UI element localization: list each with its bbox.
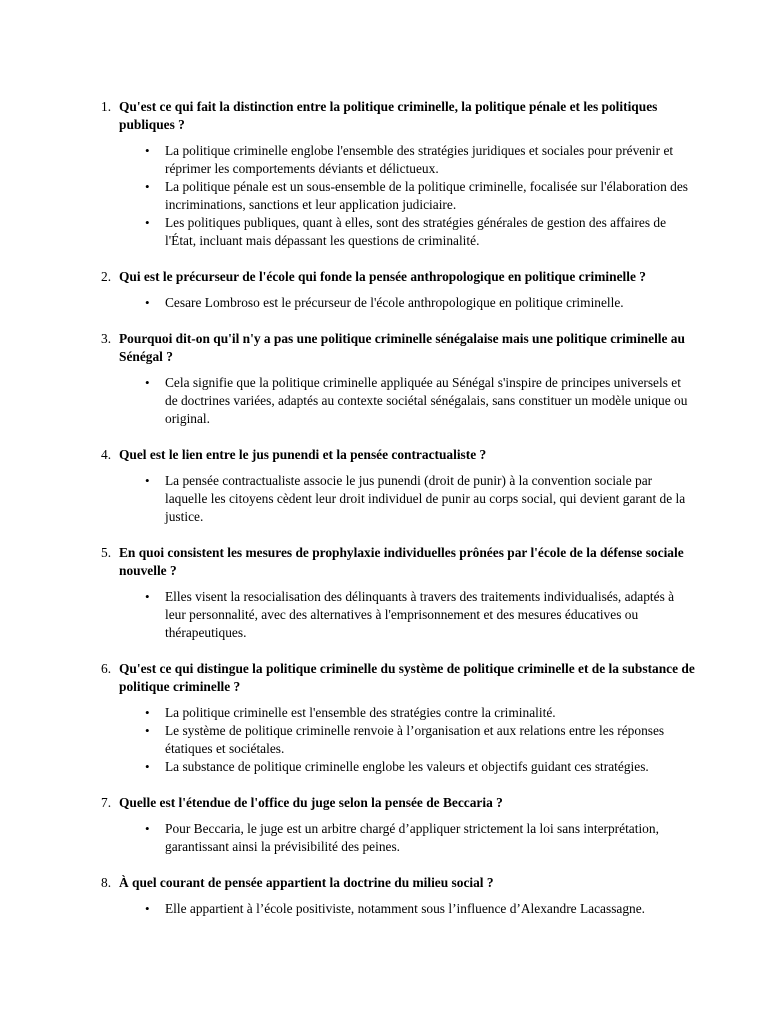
bullet-icon: • <box>145 705 150 720</box>
answer-item <box>0 722 768 758</box>
question-list <box>0 98 768 936</box>
answer-item <box>0 214 768 250</box>
answer-list <box>0 374 768 428</box>
question-number: 1. <box>101 99 112 114</box>
bullet-icon: • <box>145 821 150 836</box>
question-text: Qui est le précurseur de l'école qui fonde la pensée anthropologique en politique criminelle ? <box>119 269 646 284</box>
answer-list <box>0 900 768 918</box>
answer-item <box>0 374 768 428</box>
question-number: 5. <box>101 545 112 560</box>
answer-item <box>0 758 768 776</box>
question-text: Qu'est ce qui distingue la politique criminelle du système de politique criminelle et de la substance de politique criminelle ? <box>119 661 695 694</box>
question-item <box>0 544 768 642</box>
answer-list <box>0 820 768 856</box>
answer-text: Les politiques publiques, quant à elles, sont des stratégies générales de gestion des affaires de l'État, incluant mais dépassant les questions de criminalité. <box>165 215 667 248</box>
answer-item <box>0 820 768 856</box>
question-number: 6. <box>101 661 112 676</box>
answer-item <box>0 588 768 642</box>
answer-text: La politique criminelle englobe l'ensemble des stratégies juridiques et sociales pour prévenir et réprimer les comportements déviants et délictueux. <box>165 143 674 176</box>
answer-list <box>0 142 768 250</box>
question-item <box>0 330 768 428</box>
question-item <box>0 446 768 526</box>
question-text: Quelle est l'étendue de l'office du juge selon la pensée de Beccaria ? <box>119 795 503 810</box>
question-item <box>0 874 768 918</box>
question-text: Qu'est ce qui fait la distinction entre la politique criminelle, la politique pénale et les politiques publiques ? <box>119 99 658 132</box>
question-text: En quoi consistent les mesures de prophylaxie individuelles prônées par l'école de la défense sociale nouvelle ? <box>119 545 684 578</box>
answer-item <box>0 472 768 526</box>
question-number: 7. <box>101 795 112 810</box>
question-number: 4. <box>101 447 112 462</box>
question-number: 3. <box>101 331 112 346</box>
answer-text: La substance de politique criminelle englobe les valeurs et objectifs guidant ces stratégies. <box>165 759 649 774</box>
answer-list <box>0 704 768 776</box>
answer-item <box>0 704 768 722</box>
answer-text: Elles visent la resocialisation des délinquants à travers des traitements individualisés, adaptés à leur personnalité, avec des alternatives à l'emprisonnement et des mesures éducatives ou thérapeutiques. <box>165 589 675 640</box>
question-number: 8. <box>101 875 112 890</box>
question-text: À quel courant de pensée appartient la doctrine du milieu social ? <box>119 875 494 890</box>
answer-item <box>0 900 768 918</box>
bullet-icon: • <box>145 215 150 230</box>
answer-text: La politique pénale est un sous-ensemble de la politique criminelle, focalisée sur l'élaboration des incriminations, sanctions et leur application judiciaire. <box>165 179 688 212</box>
answer-text: Le système de politique criminelle renvoie à l’organisation et aux relations entre les réponses étatiques et sociétales. <box>165 723 665 756</box>
answer-item <box>0 178 768 214</box>
bullet-icon: • <box>145 723 150 738</box>
answer-text: Cela signifie que la politique criminelle appliquée au Sénégal s'inspire de principes universels et de doctrines variées, adaptés au contexte sociétal sénégalais, sans constituer un modèle unique ou original. <box>165 375 688 426</box>
question-item <box>0 98 768 250</box>
answer-text: Cesare Lombroso est le précurseur de l'école anthropologique en politique criminelle. <box>165 295 624 310</box>
answer-text: La politique criminelle est l'ensemble des stratégies contre la criminalité. <box>165 705 556 720</box>
question-number: 2. <box>101 269 112 284</box>
question-text: Quel est le lien entre le jus punendi et la pensée contractualiste ? <box>119 447 487 462</box>
bullet-icon: • <box>145 759 150 774</box>
question-item <box>0 268 768 312</box>
question-item <box>0 660 768 776</box>
answer-list <box>0 588 768 642</box>
question-text: Pourquoi dit-on qu'il n'y a pas une politique criminelle sénégalaise mais une politique criminelle au Sénégal ? <box>119 331 685 364</box>
bullet-icon: • <box>145 589 150 604</box>
bullet-icon: • <box>145 179 150 194</box>
answer-list <box>0 294 768 312</box>
answer-text: Pour Beccaria, le juge est un arbitre chargé d’appliquer strictement la loi sans interprétation, garantissant ainsi la prévisibilité des peines. <box>165 821 659 854</box>
bullet-icon: • <box>145 375 150 390</box>
bullet-icon: • <box>145 473 150 488</box>
bullet-icon: • <box>145 143 150 158</box>
answer-item <box>0 294 768 312</box>
answer-text: Elle appartient à l’école positiviste, notamment sous l’influence d’Alexandre Lacassagne. <box>165 901 646 916</box>
bullet-icon: • <box>145 901 150 916</box>
answer-list <box>0 472 768 526</box>
answer-text: La pensée contractualiste associe le jus punendi (droit de punir) à la convention sociale par laquelle les citoyens cèdent leur droit individuel de punir au corps social, qui devient garant de la justice. <box>165 473 686 524</box>
bullet-icon: • <box>145 295 150 310</box>
answer-item <box>0 142 768 178</box>
question-item <box>0 794 768 856</box>
